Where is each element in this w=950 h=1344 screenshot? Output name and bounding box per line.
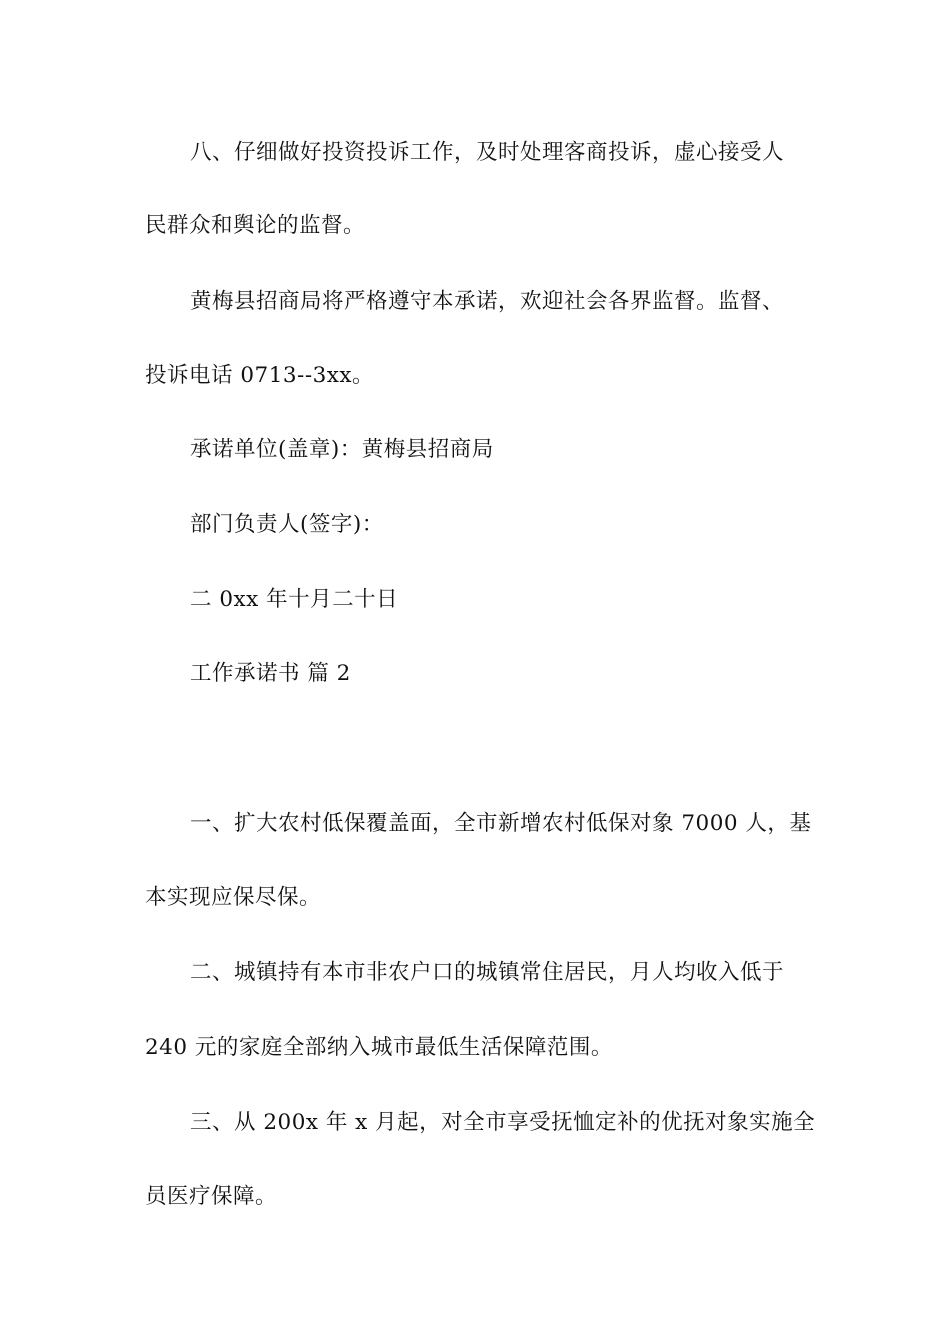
paragraph-item-1-line-2: 本实现应保尽保。 — [145, 885, 322, 910]
commitment-paragraph-line-1: 黄梅县招商局将严格遵守本承诺，欢迎社会各界监督。监督、 — [190, 289, 785, 314]
paragraph-item-3-line-1: 三、从 200x 年 x 月起，对全市享受抚恤定补的优抚对象实施全 — [190, 1110, 816, 1135]
paragraph-item-2-line-2: 240 元的家庭全部纳入城市最低生活保障范围。 — [145, 1035, 613, 1060]
section-heading-part-2: 工作承诺书 篇 2 — [190, 661, 351, 686]
paragraph-item-2-line-1: 二、城镇持有本市非农户口的城镇常住居民，月人均收入低于 — [190, 960, 785, 985]
paragraph-item-8-line-2: 民群众和舆论的监督。 — [145, 213, 366, 238]
commitment-paragraph-line-2: 投诉电话 0713--3xx。 — [145, 363, 375, 388]
issuing-unit: 承诺单位(盖章)：黄梅县招商局 — [190, 437, 494, 462]
paragraph-item-3-line-2: 员医疗保障。 — [145, 1184, 278, 1209]
document-date: 二 0xx 年十月二十日 — [190, 587, 399, 612]
department-head-signature: 部门负责人(签字)： — [190, 512, 384, 537]
paragraph-item-8-line-1: 八、仔细做好投资投诉工作，及时处理客商投诉，虚心接受人 — [190, 140, 785, 165]
paragraph-item-1-line-1: 一、扩大农村低保覆盖面，全市新增农村低保对象 7000 人，基 — [190, 811, 812, 836]
